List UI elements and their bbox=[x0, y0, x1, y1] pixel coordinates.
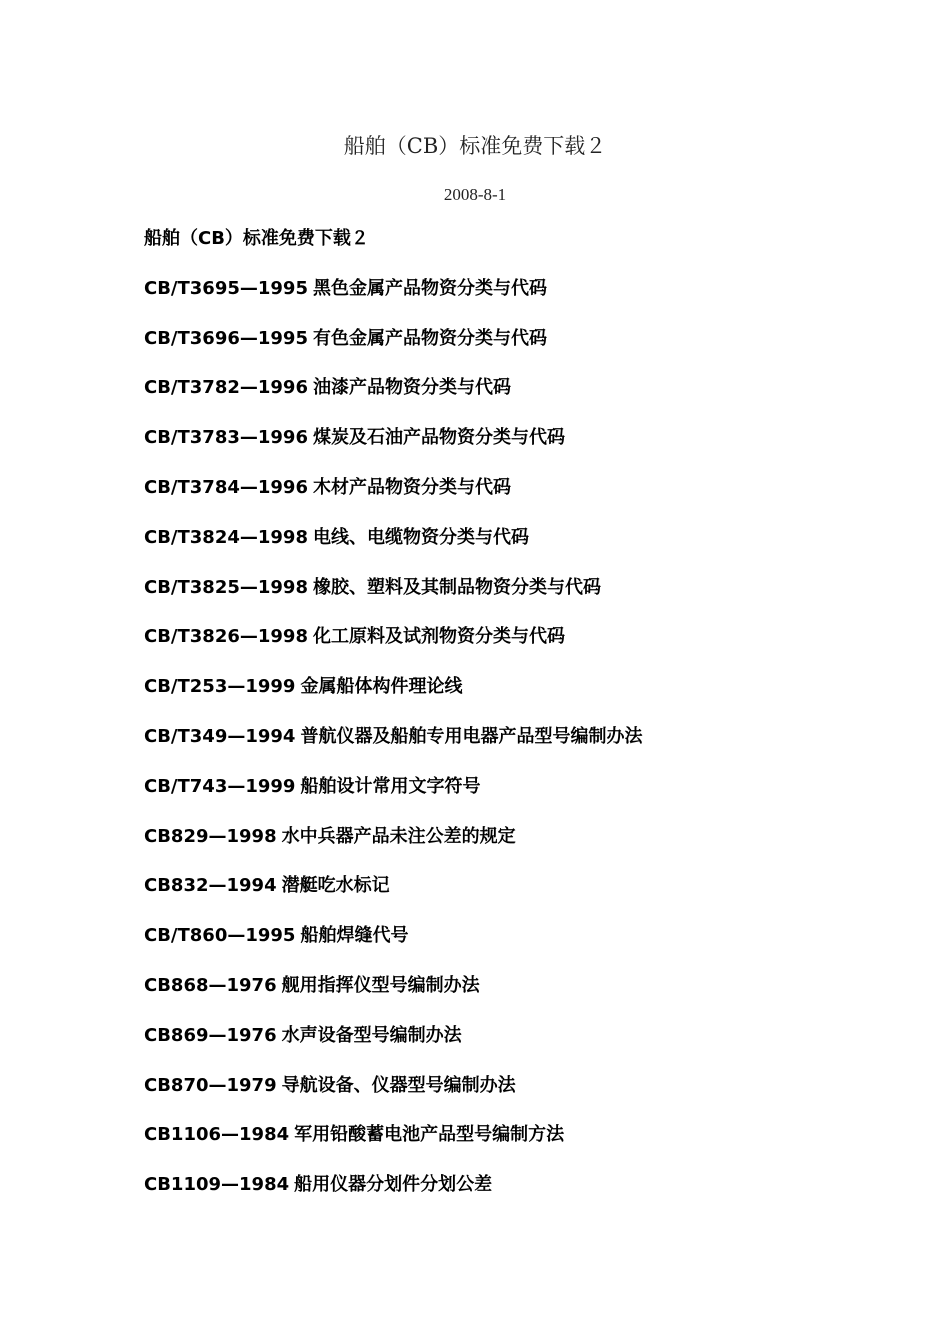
standard-code: CB/T3782—1996 bbox=[144, 377, 308, 399]
list-item bbox=[144, 671, 904, 721]
standard-code: CB/T3825—1998 bbox=[144, 576, 308, 598]
standard-name: 军用铅酸蓄电池产品型号编制方法 bbox=[294, 1124, 565, 1146]
standard-code: CB870—1979 bbox=[144, 1074, 277, 1096]
standard-name: 船舶焊缝代号 bbox=[300, 925, 409, 947]
standard-code: CB1106—1984 bbox=[144, 1124, 290, 1146]
standard-name: 舰用指挥仪型号编制办法 bbox=[281, 974, 480, 996]
standard-name: 水中兵器产品未注公差的规定 bbox=[281, 825, 516, 847]
list-heading-text: 船舶（CB）标准免费下载２ bbox=[144, 228, 369, 249]
list-item bbox=[144, 323, 904, 373]
standard-name: 金属船体构件理论线 bbox=[300, 676, 463, 698]
standard-name: 船用仪器分划件分划公差 bbox=[294, 1174, 493, 1196]
standard-code: CB/T349—1994 bbox=[144, 725, 296, 747]
standard-code: CB/T860—1995 bbox=[144, 925, 296, 947]
standard-code: CB1109—1984 bbox=[144, 1174, 290, 1196]
standard-code: CB829—1998 bbox=[144, 825, 277, 847]
list-item bbox=[144, 273, 904, 323]
standard-code: CB/T3783—1996 bbox=[144, 427, 308, 449]
standard-name: 船舶设计常用文字符号 bbox=[300, 775, 481, 797]
list-item bbox=[144, 372, 904, 422]
list-item bbox=[144, 1020, 904, 1070]
standard-name: 电线、电缆物资分类与代码 bbox=[312, 526, 529, 548]
list-item bbox=[144, 572, 904, 622]
list-item bbox=[144, 870, 904, 920]
list-item bbox=[144, 1119, 904, 1169]
standard-code: CB/T253—1999 bbox=[144, 676, 296, 698]
list-item bbox=[144, 970, 904, 1020]
standard-code: CB/T3695—1995 bbox=[144, 277, 308, 299]
standard-name: 潜艇吃水标记 bbox=[281, 875, 390, 897]
list-item bbox=[144, 422, 904, 472]
standard-code: CB/T743—1999 bbox=[144, 775, 296, 797]
standard-name: 橡胶、塑料及其制品物资分类与代码 bbox=[312, 576, 601, 598]
standard-name: 水声设备型号编制办法 bbox=[281, 1024, 462, 1046]
standard-code: CB/T3824—1998 bbox=[144, 526, 308, 548]
list-item bbox=[144, 1169, 904, 1219]
list-item bbox=[144, 821, 904, 871]
list-heading bbox=[144, 223, 904, 273]
standard-code: CB/T3784—1996 bbox=[144, 476, 308, 498]
document-title: 船舶（CB）标准免费下载２ bbox=[343, 134, 607, 158]
standard-name: 煤炭及石油产品物资分类与代码 bbox=[312, 427, 565, 449]
list-item bbox=[144, 721, 904, 771]
standard-name: 油漆产品物资分类与代码 bbox=[312, 377, 511, 399]
standard-name: 有色金属产品物资分类与代码 bbox=[312, 327, 547, 349]
standard-code: CB/T3696—1995 bbox=[144, 327, 308, 349]
standard-name: 化工原料及试剂物资分类与代码 bbox=[312, 626, 565, 648]
standard-name: 黑色金属产品物资分类与代码 bbox=[312, 277, 547, 299]
standard-code: CB868—1976 bbox=[144, 974, 277, 996]
standard-code: CB869—1976 bbox=[144, 1024, 277, 1046]
document-date: 2008-8-1 bbox=[443, 185, 507, 204]
standard-name: 木材产品物资分类与代码 bbox=[312, 476, 511, 498]
list-item bbox=[144, 621, 904, 671]
list-item bbox=[144, 1070, 904, 1120]
list-item bbox=[144, 771, 904, 821]
standard-name: 普航仪器及船舶专用电器产品型号编制办法 bbox=[300, 725, 643, 747]
standard-code: CB/T3826—1998 bbox=[144, 626, 308, 648]
list-item bbox=[144, 472, 904, 522]
standard-name: 导航设备、仪器型号编制办法 bbox=[281, 1074, 516, 1096]
standard-code: CB832—1994 bbox=[144, 875, 277, 897]
list-item bbox=[144, 920, 904, 970]
list-item bbox=[144, 522, 904, 572]
standards-list bbox=[144, 223, 904, 1219]
